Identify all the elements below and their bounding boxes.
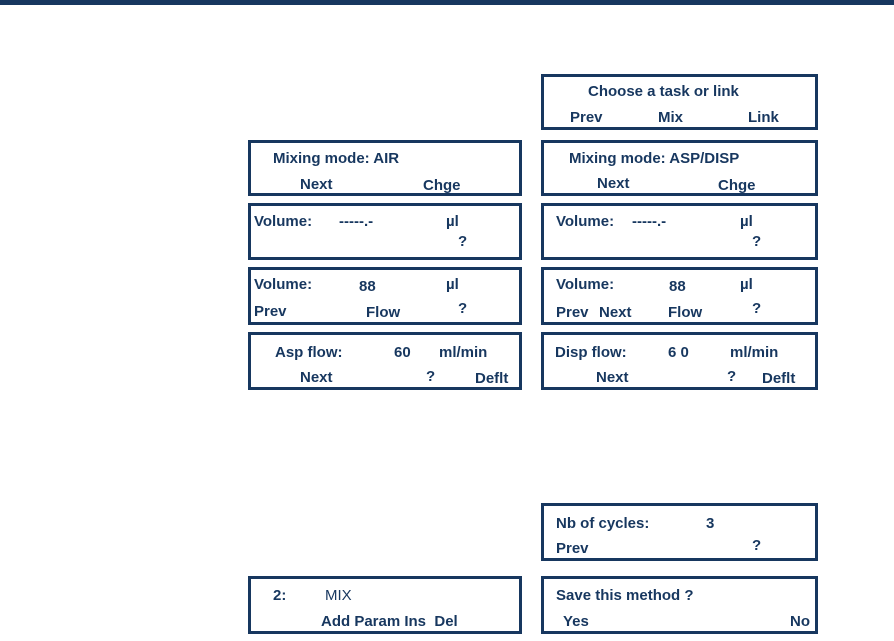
top-bar [0, 0, 894, 5]
default-softkey: Deflt [762, 370, 796, 387]
flow-unit: ml/min [439, 344, 488, 361]
next-softkey: Next [597, 175, 630, 192]
lcd-screen-volume-empty [248, 203, 522, 260]
lcd-screen-save-method [541, 576, 818, 634]
prev-softkey: Prev [556, 540, 589, 557]
volume-label: Volume: [254, 276, 313, 293]
mixing-mode-text: Mixing mode: ASP/DISP [569, 150, 740, 167]
prev-softkey: Prev [556, 304, 589, 321]
lcd-screen-mixing-mode-air [248, 140, 522, 196]
disp-flow-label: Disp flow: [555, 344, 627, 361]
help-softkey: ? [727, 368, 737, 385]
flow-unit: ml/min [730, 344, 779, 361]
flow-value: 6 0 [668, 344, 689, 361]
help-softkey: ? [458, 233, 468, 250]
lcd-screen-volume-set [248, 267, 522, 325]
save-method-prompt: Save this method ? [556, 587, 694, 604]
unit-microliter: µl [740, 213, 753, 230]
unit-microliter: µl [446, 213, 459, 230]
help-softkey: ? [752, 233, 762, 250]
step-number: 2: [273, 587, 287, 604]
mix-softkey: Mix [658, 109, 684, 126]
chge-softkey: Chge [718, 177, 756, 194]
next-softkey: Next [596, 369, 629, 386]
lcd-screen-choose-task [541, 74, 818, 130]
lcd-screen-volume-empty [541, 203, 818, 260]
lcd-screen-asp-flow [248, 332, 522, 390]
next-softkey: Next [300, 176, 333, 193]
chge-softkey: Chge [423, 177, 461, 194]
flow-value: 60 [394, 344, 411, 361]
unit-microliter: µl [446, 276, 459, 293]
lcd-screen-volume-set [541, 267, 818, 325]
prev-softkey: Prev [254, 303, 287, 320]
volume-value: -----.- [632, 213, 667, 230]
link-softkey: Link [748, 109, 779, 126]
volume-label: Volume: [556, 276, 615, 293]
lcd-screen-disp-flow [541, 332, 818, 390]
flow-softkey: Flow [366, 304, 401, 321]
prev-softkey: Prev [570, 109, 603, 126]
step-actions-softkeys: Add Param Ins Del [321, 613, 458, 630]
mixing-mode-text: Mixing mode: AIR [273, 150, 400, 167]
lcd-screen-method-step [248, 576, 522, 634]
volume-label: Volume: [254, 213, 313, 230]
lcd-screen-cycles [541, 503, 818, 561]
help-softkey: ? [752, 300, 762, 317]
volume-value: -----.- [339, 213, 374, 230]
unit-microliter: µl [740, 276, 753, 293]
step-name: MIX [325, 587, 352, 604]
help-softkey: ? [426, 368, 436, 385]
flow-softkey: Flow [668, 304, 703, 321]
help-softkey: ? [458, 300, 468, 317]
help-softkey: ? [752, 537, 762, 554]
volume-value: 88 [359, 278, 376, 295]
yes-softkey: Yes [563, 613, 589, 630]
cycles-value: 3 [706, 515, 715, 532]
next-softkey: Next [599, 304, 632, 321]
choose-task-title: Choose a task or link [588, 83, 739, 100]
asp-flow-label: Asp flow: [275, 344, 343, 361]
volume-value: 88 [669, 278, 686, 295]
no-softkey: No [790, 613, 810, 630]
next-softkey: Next [300, 369, 333, 386]
cycles-label: Nb of cycles: [556, 515, 650, 532]
default-softkey: Deflt [475, 370, 509, 387]
lcd-screen-mixing-mode-asp-disp [541, 140, 818, 196]
volume-label: Volume: [556, 213, 615, 230]
